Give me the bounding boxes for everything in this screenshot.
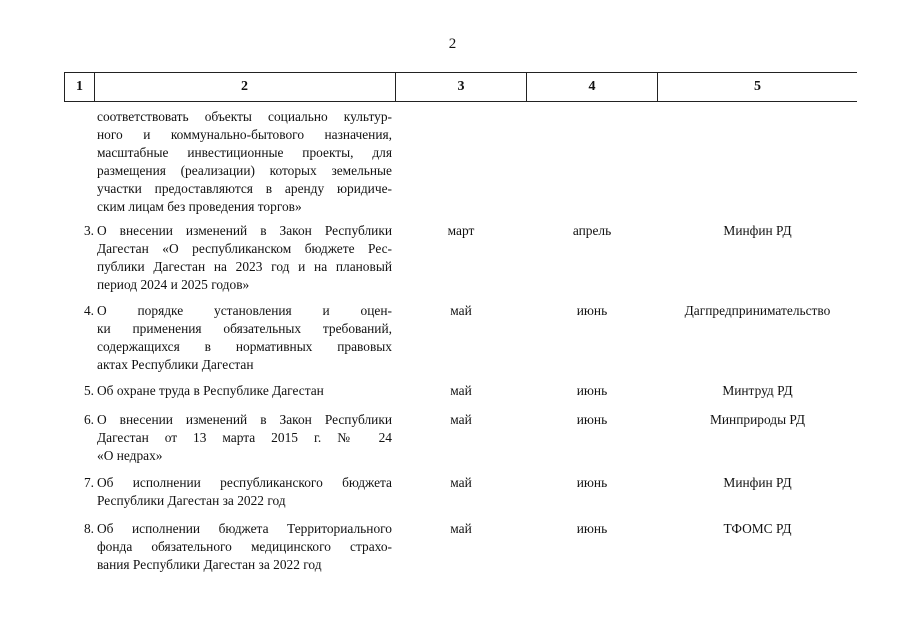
- row-col5: Минфин РД: [723, 223, 792, 238]
- text-line: Дагестан от 13 марта 2015 г. № 24: [97, 430, 392, 445]
- row-number: 6.: [83, 412, 94, 427]
- row-number: 8.: [83, 521, 94, 536]
- row-col3: март: [447, 223, 475, 238]
- header-col-2: 2: [94, 73, 396, 101]
- row-col4: июнь: [576, 521, 608, 536]
- continuation-text: [97, 108, 392, 216]
- row-col3: май: [450, 521, 472, 536]
- text-line: размещения (реализации) которых земельные: [97, 163, 392, 178]
- row-number: 4.: [83, 303, 94, 318]
- text-line: «О недрах»: [97, 448, 163, 463]
- text-line: фонда обязательного медицинского страхо-: [97, 539, 392, 554]
- text-line: участки предоставляются в аренду юридиче-: [97, 181, 392, 196]
- row-number: 7.: [83, 475, 94, 490]
- header-col-4: 4: [527, 73, 658, 101]
- text-line: ским лицам без проведения торгов»: [97, 199, 302, 214]
- row-col5: ТФОМС РД: [723, 521, 792, 536]
- text-line: масштабные инвестиционные проекты, для: [97, 145, 392, 160]
- row-col3: май: [450, 475, 472, 490]
- row-title: [97, 411, 392, 465]
- row-number: 5.: [83, 383, 94, 398]
- row-col4: июнь: [576, 383, 608, 398]
- text-line: О внесении изменений в Закон Республики: [97, 223, 392, 238]
- text-line: публики Дагестан на 2023 год и на плановый: [97, 259, 392, 274]
- row-title: [97, 222, 392, 294]
- row-col4: июнь: [576, 412, 608, 427]
- table-header: [64, 72, 857, 102]
- text-line: период 2024 и 2025 годов»: [97, 277, 250, 292]
- row-number: 3.: [83, 223, 94, 238]
- text-line: Республики Дагестан за 2022 год: [97, 493, 286, 508]
- text-line: соответствовать объекты социально культур-: [97, 109, 392, 124]
- text-line: О порядке установления и оцен-: [97, 303, 392, 318]
- text-line: актах Республики Дагестан: [97, 357, 254, 372]
- text-line: Об исполнении республиканского бюджета: [97, 475, 392, 490]
- text-line: Об охране труда в Республике Дагестан: [97, 383, 324, 398]
- text-line: содержащихся в нормативных правовых: [97, 339, 392, 354]
- row-col3: май: [450, 303, 472, 318]
- text-line: Дагестан «О республиканском бюджете Рес-: [97, 241, 392, 256]
- text-line: Об исполнении бюджета Территориального: [97, 521, 392, 536]
- page-number: 2: [448, 36, 457, 52]
- row-col3: май: [450, 412, 472, 427]
- header-col-1: 1: [64, 73, 95, 101]
- text-line: ки применения обязательных требований,: [97, 321, 392, 336]
- row-col4: апрель: [572, 223, 612, 238]
- row-col5: Минтруд РД: [722, 383, 793, 398]
- row-title: [97, 474, 392, 510]
- row-col4: июнь: [576, 475, 608, 490]
- text-line: О внесении изменений в Закон Республики: [97, 412, 392, 427]
- header-col-3: 3: [396, 73, 527, 101]
- row-title: [97, 520, 392, 574]
- row-title: [97, 302, 392, 374]
- row-col5: Минфин РД: [723, 475, 792, 490]
- row-col5: Дагпредпринимательство: [684, 303, 831, 318]
- row-title: [97, 382, 392, 400]
- text-line: ного и коммунально-бытового назначения,: [97, 127, 392, 142]
- row-col4: июнь: [576, 303, 608, 318]
- header-col-5: 5: [754, 79, 761, 94]
- text-line: вания Республики Дагестан за 2022 год: [97, 557, 322, 572]
- row-col5: Минприроды РД: [709, 412, 805, 427]
- row-col3: май: [450, 383, 472, 398]
